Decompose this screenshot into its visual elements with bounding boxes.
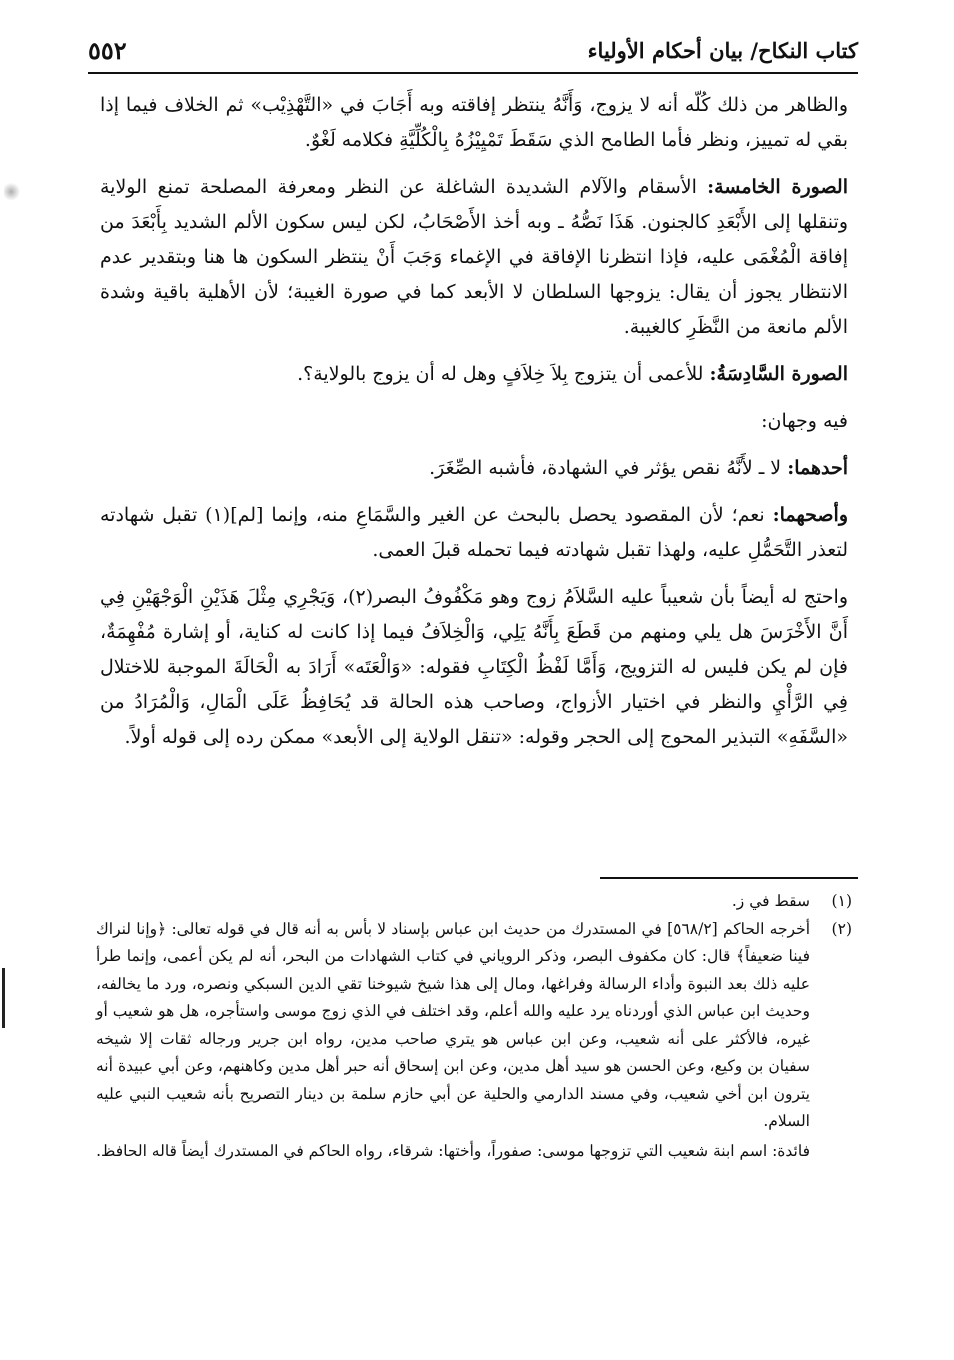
paragraph-text: والظاهر من ذلك كُلّه أنه لا يزوج، وَأَنَّهُ ينتظر إفاقته وبه أَجَابَ في «التَّهْذِيْب» ثم الخلاف فيما إذا بقي له تمييز، ونظر فأما الطامح الذي سَقَطَ تَمْيِيْزُهُ بِالْكُلِّيَّةِ فكلامه لَغْوٌ. — [100, 94, 848, 151]
paragraph-text: فيه وجهان: — [761, 410, 848, 432]
footnote-number: (٢) — [831, 919, 852, 938]
paragraph-7 — [100, 580, 848, 755]
page-number: ٥٥٢ — [88, 35, 127, 65]
footnotes — [96, 888, 852, 1165]
footnote-text: سقط في ز. — [731, 892, 810, 910]
scan-edge-mark — [2, 968, 5, 1028]
paragraph-3 — [100, 357, 848, 392]
paragraph-text: واحتج له أيضاً بأن شعيباً عليه السَّلاَمُ زوج وهو مَكْفُوفُ البصر(٢)، وَيَجْرِي مِثْلَ هَذَيْنِ الْوَجْهَيْنِ فِي أَنَّ الأَخْرَسَ هل يلي ومنهم من قَطَعَ بِأَنَّهُ يَلِي، وَالْخِلاَفُ فيما إذا كانت له كناية، أو إشارة مُفْهِمَةٌ، فإن لم يكن فليس له التزويج، وَأَمَّا لَفْظُ الْكِتَابِ فقوله: «وَالْعَتَه» أَرَادَ به الْحَالَةَ الموجبة للاختلال فِي الرَّأْيِ والنظر في اختيار الأزواج، وصاحب هذه الحالة قد يُحَافِظُ عَلَى الْمَالِ، وَالْمُرَادُ من «السَّفَهِ» التبذير المحوج إلى الحجر وقوله: «تنقل الولاية إلى الأبعد» ممكن رده إلى قوله أولاً. — [100, 586, 848, 748]
footnote-text: أخرجه الحاكم [٥٦٨/٢] في المستدرك من حديث ابن عباس بإسناد لا بأس به أنه قال في قوله تعالى: ﴿وإنا لنراك فينا ضعيفاً﴾ قال: كان مكفوف البصر، وذكر الروياني في كتاب الشهادات من البحر، أنه لم يكن أعمى، وإنما طرأ عليه ذلك بعد النبوة وأداء الرسالة وفراغها، ومال إلى هذا شيخ شيوخنا تقي الدين السبكي ونصره، ورد ما يخالفه، وحديث ابن عباس الذي أوردناه يرد عليه والله أعلم، وقد اختلف في الذي زوج موسى واستأجره، هل هو شعيب أو غيره، فالأكثر على أنه شعيب، وعن ابن عباس هو يتري صاحب مدين، رواه ابن جرير ورجاله ثقات إلا شيخه سفيان بن وكيع، وعن الحسن هو سيد أهل مدين، وعن ابن إسحاق أنه حبر أهل مدين وكاهنهم، وعن أبي عبيدة أنه يترون ابن أخي شعيب، وفي مسند الدارمي والحلية عن أبي حازم سلمة بن دينار التصريح بأنه شعيب النبي عليه السلام. — [96, 919, 810, 1130]
scan-speck — [4, 180, 22, 206]
footnote-1 — [96, 888, 852, 916]
page-header — [88, 28, 858, 74]
running-title: كتاب النكاح/ بيان أحكام الأولياء — [587, 37, 858, 63]
paragraph-text: لا ـ لأَنَّهُ نقص يؤثر في الشهادة، فأشبه الصِّغَرَ. — [429, 457, 788, 479]
main-text — [100, 88, 848, 767]
footnote-2 — [96, 916, 852, 1136]
paragraph-1 — [100, 88, 848, 158]
footnote-number: (١) — [831, 892, 852, 910]
footnote-benefit-text: فائدة: اسم ابنة شعيب التي تزوجها موسى: صفوراً، وأختها: شرقاء، رواه الحاكم في المستدرك أيضاً قاله الحافظ. — [96, 1141, 810, 1160]
paragraph-heading: الصورة السَّادِسَةُ: — [709, 363, 848, 385]
paragraph-heading: الصورة الخامسة: — [707, 176, 848, 198]
paragraph-5 — [100, 451, 848, 486]
paragraph-text: الأسقام والآلام الشديدة الشاغلة عن النظر ومعرفة المصلحة تمنع الولاية وتنقلها إلى الأَبْعَدِ كالجنون. هَذَا نَصُّهُ ـ وبه أخذ الأَصْحَابُ، لكن ليس سكون الألم الشديد بِأَبْعَدَ من إفاقة الْمُغْمَى عليه، فإذا انتظرنا الإفاقة في الإغماء وَجَبَ أَنْ ينتظر السكون ها هنا وبتقدير عدم الانتظار يجوز أن يقال: يزوجها السلطان لا الأبعد كما في صورة الغيبة؛ لأن الأهلية باقية وشدة الألم مانعة من النَّظَرِ كالغيبة. — [100, 176, 848, 338]
paragraph-6 — [100, 498, 848, 568]
paragraph-text: للأعمى أن يتزوج بِلاَ خِلاَفٍ وهل له أن يزوج بالولاية؟. — [297, 363, 710, 385]
paragraph-2 — [100, 170, 848, 345]
paragraph-heading: أحدهما: — [787, 457, 848, 479]
footnote-divider — [600, 877, 858, 879]
paragraph-text: نعم؛ لأن المقصود يحصل بالبحث عن الغير والسَّمَاعِ منه، وإنما [لم](١) تقبل شهادته لتعذر التَّحَمُّلِ عليه، ولهذا تقبل شهادته فيما تحمله قبلَ العمى. — [100, 504, 848, 561]
footnote-benefit — [96, 1136, 852, 1166]
paragraph-4 — [100, 404, 848, 439]
paragraph-heading: وأصحهما: — [772, 504, 848, 526]
